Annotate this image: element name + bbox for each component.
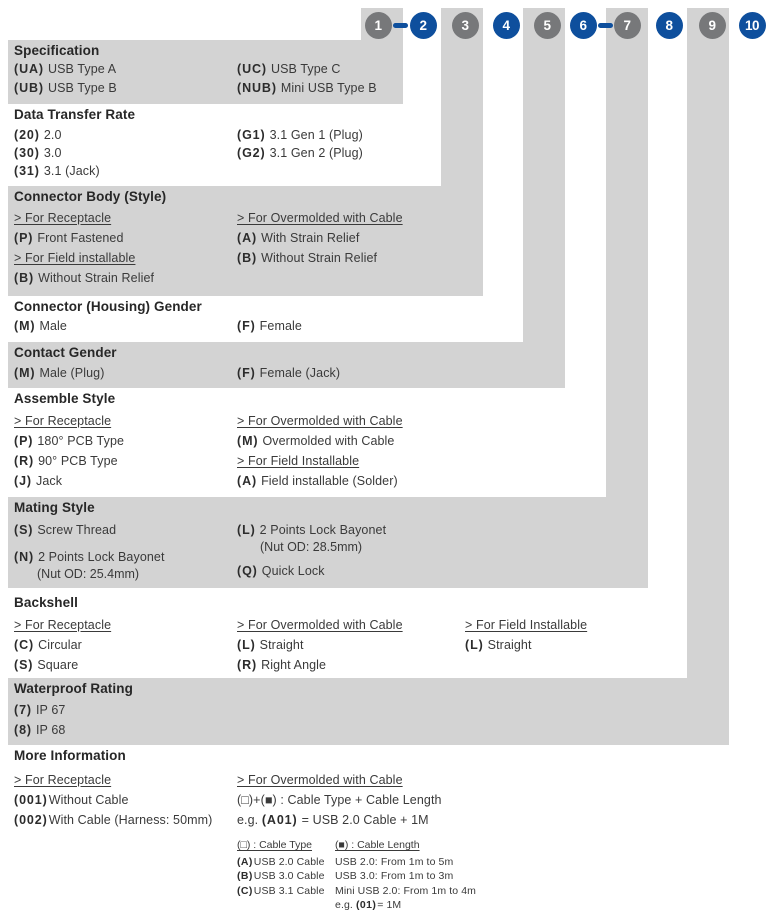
code-description: Jack	[35, 474, 63, 488]
category-link-row	[237, 615, 403, 635]
code-badge: (A01)	[261, 813, 298, 827]
subtable-header: (□) : Cable Type	[237, 839, 313, 851]
code-description: 3.1 Gen 1 (Plug)	[269, 128, 363, 142]
code-item	[335, 869, 476, 884]
section-column	[14, 520, 165, 588]
section-3	[8, 186, 483, 296]
position-circle-1: 1	[365, 12, 392, 39]
category-link: > For Overmolded with Cable	[237, 773, 403, 787]
code-badge: (M)	[14, 319, 36, 333]
section-column	[14, 316, 67, 336]
code-item	[237, 228, 403, 248]
section-column	[14, 126, 100, 180]
code-badge: (30)	[14, 146, 40, 160]
section-column	[237, 208, 403, 268]
code-description: Straight	[487, 638, 532, 652]
code-item	[237, 79, 377, 98]
code-item	[237, 635, 403, 655]
section-title: Data Transfer Rate	[14, 107, 136, 122]
code-item	[237, 431, 403, 451]
section-7	[8, 497, 648, 588]
code-badge: (G1)	[237, 128, 266, 142]
code-description: Circular	[38, 638, 82, 652]
code-badge: (C)	[14, 638, 35, 652]
code-description: Quick Lock	[261, 564, 325, 578]
code-badge: (UB)	[14, 81, 44, 95]
section-10	[8, 745, 770, 914]
category-link: > For Receptacle	[14, 414, 112, 428]
code-description: Screw Thread	[37, 523, 117, 537]
section-title: Waterproof Rating	[14, 681, 133, 696]
code-badge: (R)	[14, 454, 35, 468]
code-description: USB 3.0: From 1m to 3m	[335, 870, 454, 882]
code-description: USB 2.0: From 1m to 5m	[335, 855, 454, 868]
pair-connector-dash	[598, 23, 613, 28]
code-badge: (P)	[14, 231, 34, 245]
code-description: Mini USB 2.0: From 1m to 4m	[335, 884, 476, 897]
code-badge: (20)	[14, 128, 40, 142]
code-item	[14, 635, 111, 655]
code-badge: (J)	[14, 474, 32, 488]
code-badge: (001)	[14, 793, 48, 807]
code-badge: (P)	[14, 434, 34, 448]
position-circle-row	[0, 0, 780, 44]
code-description: = USB 2.0 Cable + 1M	[301, 813, 429, 827]
category-link: > For Field installable	[14, 251, 136, 265]
code-badge: (UC)	[237, 62, 267, 76]
position-circle-5: 5	[534, 12, 561, 39]
section-column	[14, 208, 154, 288]
code-description: USB Type A	[47, 62, 117, 76]
section-column	[237, 363, 340, 383]
code-description: 3.1 (Jack)	[43, 164, 100, 178]
code-description: Without Strain Relief	[261, 251, 378, 265]
code-item	[14, 79, 117, 98]
code-description: 2 Points Lock Bayonet	[259, 523, 387, 537]
code-description: USB Type B	[47, 81, 117, 95]
category-link: > For Receptacle	[14, 211, 112, 225]
code-item	[335, 884, 476, 899]
section-1	[8, 40, 403, 104]
code-badge: (8)	[14, 723, 32, 737]
section-column	[237, 770, 442, 830]
code-badge: (M)	[237, 434, 259, 448]
code-description: 3.0	[43, 146, 62, 160]
code-description: 180° PCB Type	[37, 434, 125, 448]
section-2	[8, 104, 441, 186]
subtable-column	[335, 838, 476, 913]
category-link-row	[14, 411, 124, 431]
code-item	[237, 869, 325, 884]
code-badge: (C)	[237, 884, 253, 897]
category-link: > For Field Installable	[465, 618, 588, 632]
section-5	[8, 342, 565, 388]
code-description: With Cable (Harness: 50mm)	[48, 813, 213, 827]
category-link-row	[14, 248, 154, 268]
code-description: USB 3.0 Cable	[253, 870, 325, 882]
code-badge: (S)	[14, 523, 34, 537]
section-8	[8, 588, 690, 678]
code-badge: (A)	[237, 231, 258, 245]
code-item	[237, 60, 377, 79]
code-badge: (F)	[237, 366, 256, 380]
code-item	[237, 126, 363, 144]
section-column	[14, 700, 65, 740]
code-item	[14, 60, 117, 79]
section-column	[14, 615, 111, 675]
code-badge: (G2)	[237, 146, 266, 160]
section-title: Connector (Housing) Gender	[14, 299, 202, 314]
code-item	[14, 228, 154, 248]
code-description: = 1M	[377, 899, 402, 911]
pair-connector-dash	[393, 23, 408, 28]
code-item	[14, 520, 165, 540]
category-link-row	[237, 411, 403, 431]
code-item	[14, 144, 100, 162]
position-circle-10: 10	[739, 12, 766, 39]
section-title: Contact Gender	[14, 345, 117, 360]
code-description: Male (Plug)	[39, 366, 105, 380]
code-item	[14, 547, 165, 581]
code-description-line2: (Nut OD: 28.5mm)	[260, 540, 363, 554]
code-description: IP 68	[35, 723, 66, 737]
section-title: Connector Body (Style)	[14, 189, 167, 204]
code-badge: (01)	[355, 899, 377, 911]
code-description-line2: (Nut OD: 25.4mm)	[37, 567, 140, 581]
code-badge: (NUB)	[237, 81, 277, 95]
subtable-column	[237, 838, 325, 898]
item-prefix: e.g.	[335, 899, 356, 911]
code-description: Front Fastened	[37, 231, 124, 245]
section-title: Mating Style	[14, 500, 95, 515]
code-badge: (S)	[14, 658, 34, 672]
code-badge: (R)	[237, 658, 258, 672]
code-item	[14, 810, 212, 830]
code-description: USB Type C	[270, 62, 341, 76]
section-column	[237, 411, 403, 491]
code-badge: (A)	[237, 474, 258, 488]
code-item	[14, 316, 67, 336]
code-item	[237, 144, 363, 162]
section-column	[237, 615, 403, 675]
section-column	[237, 520, 386, 588]
code-description: Straight	[259, 638, 304, 652]
code-item	[14, 720, 65, 740]
category-link-row	[237, 451, 403, 471]
section-column	[237, 60, 377, 98]
position-circle-4: 4	[493, 12, 520, 39]
code-item	[14, 162, 100, 180]
code-description: Overmolded with Cable	[262, 434, 395, 448]
code-badge: (B)	[14, 271, 35, 285]
code-badge: (L)	[237, 523, 256, 537]
code-description: Female	[259, 319, 302, 333]
code-description: 2 Points Lock Bayonet	[38, 550, 165, 564]
code-badge: (B)	[237, 870, 253, 882]
code-description: IP 67	[35, 703, 66, 717]
code-badge: (B)	[237, 251, 258, 265]
section-column	[465, 615, 587, 655]
code-description: 90° PCB Type	[38, 454, 118, 468]
code-item	[14, 471, 124, 491]
section-column	[14, 770, 212, 830]
code-item	[335, 855, 476, 870]
code-item	[237, 316, 302, 336]
code-description: USB 3.1 Cable	[253, 884, 325, 897]
code-item	[237, 655, 403, 675]
code-item	[237, 855, 325, 870]
code-item	[237, 790, 442, 810]
code-badge: (M)	[14, 366, 36, 380]
code-description: Right Angle	[261, 658, 327, 672]
section-9	[8, 678, 729, 745]
code-badge: (F)	[237, 319, 256, 333]
position-circle-6: 6	[570, 12, 597, 39]
code-item	[237, 561, 386, 581]
code-description: 2.0	[43, 128, 62, 142]
category-link: > For Overmolded with Cable	[237, 618, 403, 632]
code-item	[14, 268, 154, 288]
category-link-row	[237, 208, 403, 228]
code-description: Without Cable	[48, 793, 129, 807]
code-description: Female (Jack)	[259, 366, 341, 380]
section-title: Specification	[14, 43, 100, 58]
code-badge: (002)	[14, 813, 48, 827]
position-circle-7: 7	[614, 12, 641, 39]
code-item	[14, 790, 212, 810]
code-item	[14, 431, 124, 451]
section-column	[14, 411, 124, 491]
code-item	[14, 700, 65, 720]
code-item	[335, 898, 476, 913]
code-badge: (L)	[237, 638, 256, 652]
code-description: Male	[39, 319, 67, 333]
code-item	[14, 451, 124, 471]
section-title: Backshell	[14, 595, 78, 610]
section-column	[237, 126, 363, 162]
code-description: With Strain Relief	[261, 231, 360, 245]
code-item	[237, 471, 403, 491]
code-badge: (7)	[14, 703, 32, 717]
code-item	[237, 520, 386, 554]
code-description: Without Strain Relief	[38, 271, 155, 285]
code-item	[14, 363, 104, 383]
code-badge: (A)	[237, 855, 253, 868]
category-link-row	[237, 770, 442, 790]
section-6	[8, 388, 606, 497]
code-description: (□)+(■) : Cable Type + Cable Length	[237, 793, 442, 807]
code-item	[237, 248, 403, 268]
code-item	[237, 884, 325, 899]
section-title: Assemble Style	[14, 391, 116, 406]
section-column	[14, 60, 117, 98]
category-link: > For Receptacle	[14, 773, 112, 787]
column-strip-9	[687, 8, 729, 678]
code-description: Mini USB Type B	[280, 81, 377, 95]
category-link: > For Overmolded with Cable	[237, 211, 403, 225]
column-strip-7	[606, 8, 648, 497]
code-badge: (UA)	[14, 62, 44, 76]
category-link-row	[14, 615, 111, 635]
section-title: More Information	[14, 748, 126, 763]
code-badge: (Q)	[237, 564, 258, 578]
code-item	[237, 810, 442, 830]
category-link: > For Field Installable	[237, 454, 360, 468]
position-circle-9: 9	[699, 12, 726, 39]
code-item	[465, 635, 587, 655]
code-description: 3.1 Gen 2 (Plug)	[269, 146, 363, 160]
section-column	[14, 363, 104, 383]
code-badge: (L)	[465, 638, 484, 652]
code-badge: (31)	[14, 164, 40, 178]
code-item	[14, 126, 100, 144]
code-description: Field installable (Solder)	[261, 474, 398, 488]
column-strip-5	[523, 8, 565, 342]
category-link-row	[14, 770, 212, 790]
category-link: > For Receptacle	[14, 618, 112, 632]
position-circle-3: 3	[452, 12, 479, 39]
code-description: USB 2.0 Cable	[253, 855, 325, 868]
section-column	[237, 316, 302, 336]
code-description: Square	[37, 658, 79, 672]
section-4	[8, 296, 524, 342]
code-item	[237, 363, 340, 383]
category-link-row	[14, 208, 154, 228]
position-circle-2: 2	[410, 12, 437, 39]
code-item	[14, 655, 111, 675]
category-link-row	[465, 615, 587, 635]
category-link: > For Overmolded with Cable	[237, 414, 403, 428]
position-circle-8: 8	[656, 12, 683, 39]
code-badge: (N)	[14, 550, 35, 564]
item-prefix: e.g.	[237, 813, 262, 827]
subtable-header: (■) : Cable Length	[335, 839, 420, 851]
